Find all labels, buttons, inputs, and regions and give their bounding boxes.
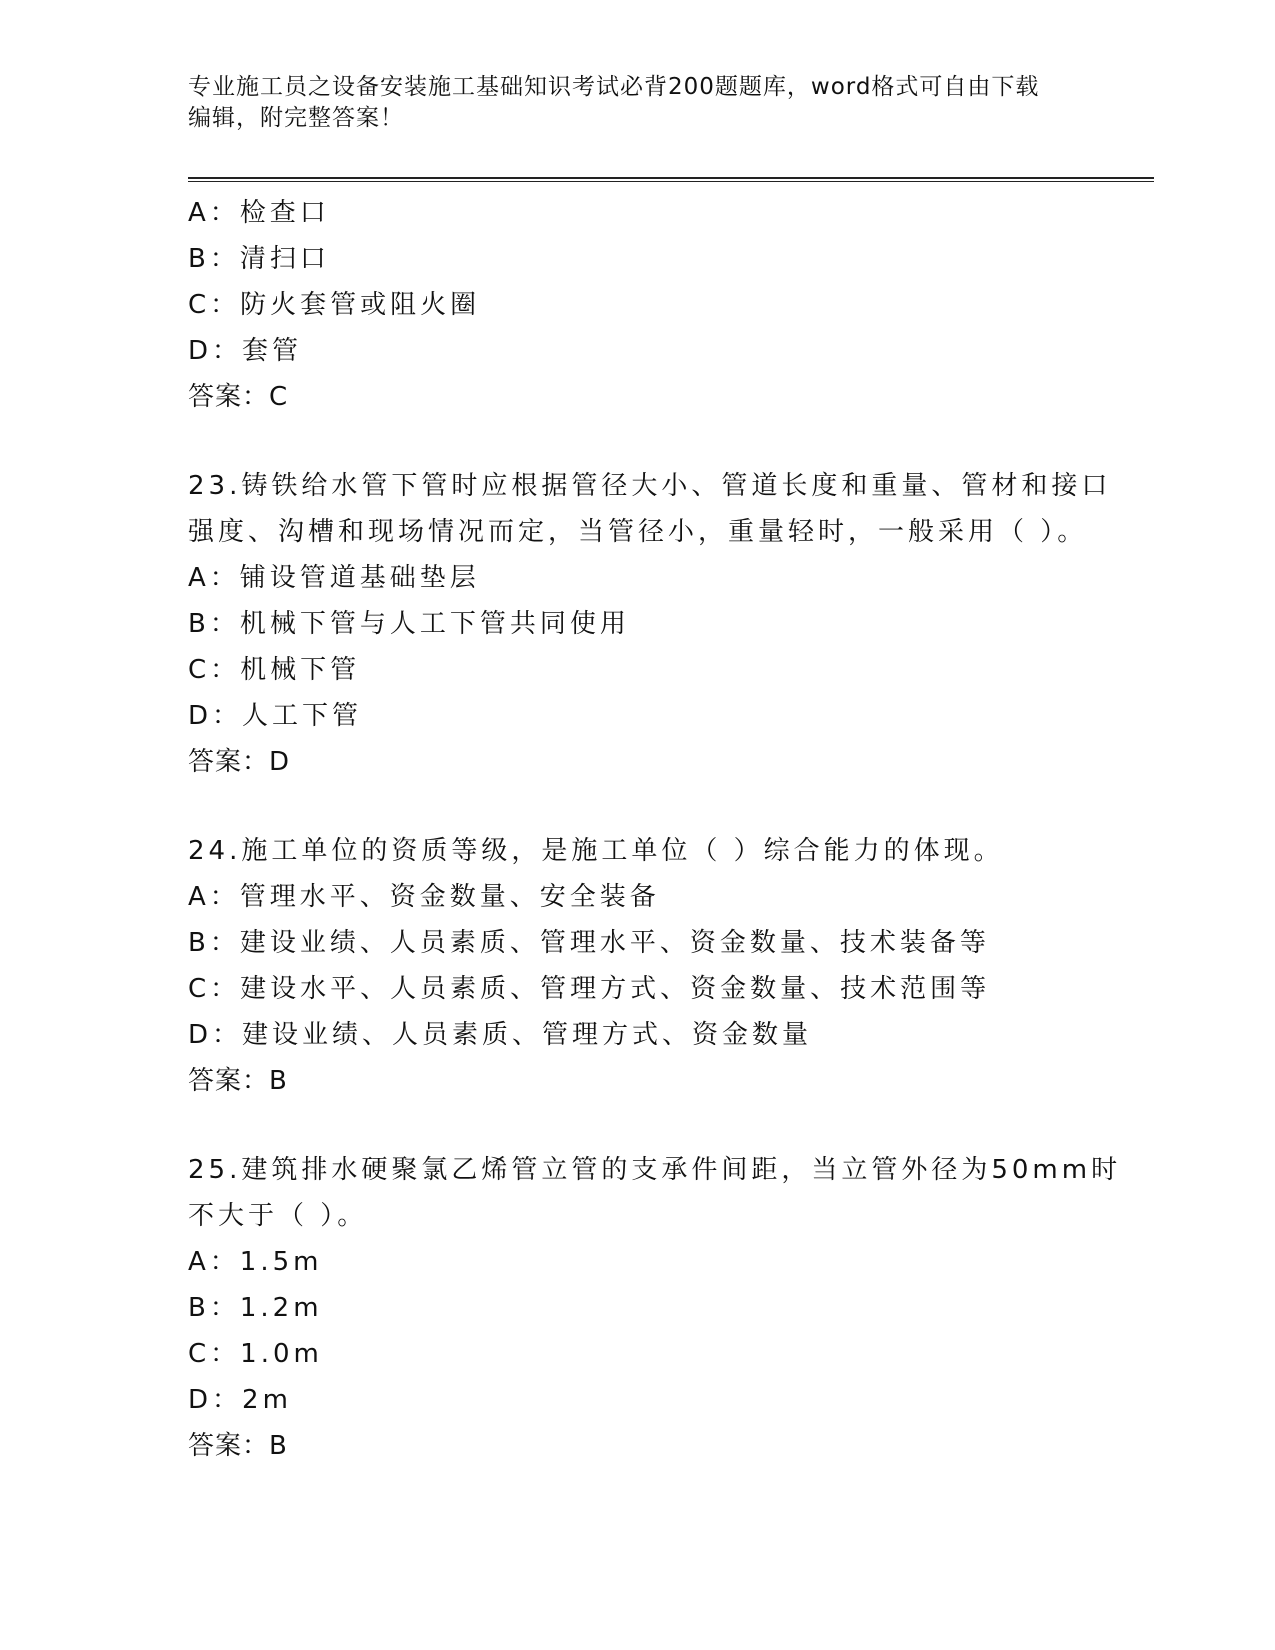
stem-line: 24.施工单位的资质等级，是施工单位（ ）综合能力的体现。 [188, 836, 1004, 866]
option-a [188, 1239, 1148, 1285]
answer-label: 答案： [188, 1431, 270, 1461]
header-title-line-1: 专业施工员之设备安装施工基础知识考试必背200题题库，word格式可自由下载 [188, 74, 1040, 100]
spacer [188, 420, 1148, 463]
option-text: 人工下管 [242, 701, 363, 731]
option-b [188, 920, 1148, 966]
option-text: 建设业绩、人员素质、管理方式、资金数量 [242, 1020, 813, 1050]
option-a [188, 874, 1148, 920]
question-22-continued [188, 190, 1148, 420]
option-a [188, 555, 1148, 601]
option-letter: A： [188, 198, 240, 228]
option-letter: C： [188, 974, 241, 1004]
answer-line [188, 1058, 1148, 1104]
answer-line [188, 1423, 1148, 1469]
option-d [188, 1377, 1148, 1423]
option-d [188, 328, 1148, 374]
option-text: 检查口 [239, 198, 330, 228]
option-letter: A： [188, 563, 240, 593]
option-text: 建设业绩、人员素质、管理水平、资金数量、技术装备等 [239, 928, 990, 958]
question-stem [188, 463, 1148, 555]
header-title-line-2: 编辑，附完整答案！ [188, 105, 404, 131]
option-letter: A： [188, 1247, 240, 1277]
option-c [188, 282, 1148, 328]
option-letter: C： [188, 1339, 241, 1369]
document-header [188, 72, 1088, 134]
option-text: 防火套管或阻火圈 [240, 290, 481, 320]
option-text: 铺设管道基础垫层 [239, 563, 480, 593]
option-letter: B： [188, 244, 240, 274]
option-letter: C： [188, 290, 241, 320]
question-25 [188, 1147, 1148, 1469]
option-c [188, 647, 1148, 693]
option-letter: D： [188, 336, 243, 366]
question-24 [188, 828, 1148, 1104]
option-text: 套管 [242, 336, 303, 366]
option-d [188, 1012, 1148, 1058]
option-text: 2m [242, 1385, 292, 1415]
answer-label: 答案： [188, 747, 270, 777]
option-letter: B： [188, 1293, 240, 1323]
answer-value: D [269, 747, 291, 777]
question-23 [188, 463, 1148, 785]
option-letter: B： [188, 609, 240, 639]
option-text: 清扫口 [239, 244, 330, 274]
stem-line: 不大于（ ）。 [188, 1201, 368, 1231]
stem-line: 强度、沟槽和现场情况而定，当管径小，重量轻时，一般采用（ ）。 [188, 517, 1088, 547]
option-text: 1.2m [239, 1293, 323, 1323]
option-letter: C： [188, 655, 241, 685]
spacer [188, 785, 1148, 828]
option-b [188, 601, 1148, 647]
option-text: 1.5m [239, 1247, 323, 1277]
answer-line [188, 739, 1148, 785]
option-c [188, 966, 1148, 1012]
option-text: 1.0m [240, 1339, 323, 1369]
option-c [188, 1331, 1148, 1377]
option-letter: B： [188, 928, 240, 958]
answer-value: C [269, 382, 289, 412]
option-text: 机械下管 [240, 655, 361, 685]
answer-value: B [269, 1066, 288, 1096]
spacer [188, 1104, 1148, 1147]
stem-line: 25.建筑排水硬聚氯乙烯管立管的支承件间距，当立管外径为50mm时 [188, 1155, 1122, 1185]
question-stem [188, 1147, 1148, 1239]
header-divider [188, 177, 1154, 182]
option-b [188, 1285, 1148, 1331]
option-b [188, 236, 1148, 282]
answer-line [188, 374, 1148, 420]
stem-line: 23.铸铁给水管下管时应根据管径大小、管道长度和重量、管材和接口 [188, 471, 1112, 501]
option-letter: D： [188, 1385, 243, 1415]
question-stem [188, 828, 1148, 874]
option-letter: D： [188, 701, 243, 731]
option-text: 机械下管与人工下管共同使用 [239, 609, 630, 639]
option-d [188, 693, 1148, 739]
option-letter: D： [188, 1020, 243, 1050]
answer-label: 答案： [188, 1066, 270, 1096]
document-body [188, 190, 1148, 1469]
option-text: 管理水平、资金数量、安全装备 [239, 882, 660, 912]
option-a [188, 190, 1148, 236]
answer-label: 答案： [188, 382, 270, 412]
option-letter: A： [188, 882, 240, 912]
answer-value: B [269, 1431, 288, 1461]
option-text: 建设水平、人员素质、管理方式、资金数量、技术范围等 [240, 974, 991, 1004]
